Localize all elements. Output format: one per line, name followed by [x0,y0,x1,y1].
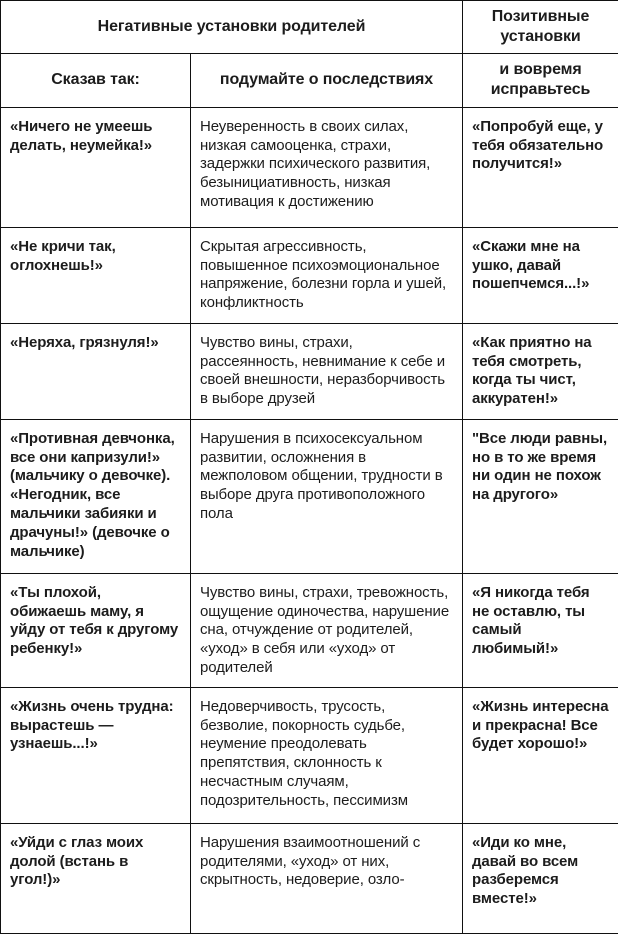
header-negative-title: Негативные установки родителей [1,1,463,54]
table-row [1,227,618,323]
header-row-sub [1,54,618,107]
cell-consequences: Скрытая агрессивность, повышенное психоэмоциональное напряжение, болезни горла и ушей, конфликтность [191,227,463,323]
header-row-top [1,1,618,54]
header-positive-title: Позитивные установки [463,1,618,54]
table-row [1,323,618,419]
cell-consequences: Нарушения в психосексуальном развитии, осложнения в межполовом общении, трудности в выборе друга противоположного пола [191,419,463,573]
cell-consequences: Чувство вины, страхи, тревожность, ощущение одиночества, нарушение сна, отчуждение от родителей, «уход» в себя или «уход» от родителей [191,573,463,687]
table-row [1,573,618,687]
cell-negative-quote: «Уйди с глаз моих долой (встань в угол!)» [1,823,191,933]
table-row [1,419,618,573]
cell-consequences: Чувство вины, страхи, рассеянность, невнимание к себе и своей внешности, неразборчивость в выборе друзей [191,323,463,419]
cell-negative-quote: «Ты плохой, обижаешь маму, я уйду от тебя к другому ребенку!» [1,573,191,687]
cell-positive-quote: "Все люди равны, но в то же время ни один не похож на другого» [463,419,618,573]
cell-positive-quote: «Я никогда тебя не оставлю, ты самый любимый!» [463,573,618,687]
table-row [1,107,618,227]
cell-positive-quote: «Скажи мне на ушко, давай пошепчемся...!» [463,227,618,323]
cell-consequences: Нарушения взаимоотношений с родителями, «уход» от них, скрытность, недоверие, озло- [191,823,463,933]
header-fix: и вовремя исправьтесь [463,54,618,107]
table-row [1,687,618,823]
cell-consequences: Недоверчивость, трусость, безволие, покорность судьбе, неумение преодолевать препятствия, склонность к несчастным случаям, подозрительность, пессимизм [191,687,463,823]
cell-negative-quote: «Жизнь очень трудна: вырастешь — узнаешь...!» [1,687,191,823]
cell-positive-quote: «Иди ко мне, давай во всем разберемся вместе!» [463,823,618,933]
cell-positive-quote: «Жизнь интересна и прекрасна! Все будет хорошо!» [463,687,618,823]
table-row [1,823,618,933]
cell-positive-quote: «Как приятно на тебя смотреть, когда ты чист, аккуратен!» [463,323,618,419]
cell-negative-quote: «Неряха, грязнуля!» [1,323,191,419]
cell-negative-quote: «Не кричи так, оглохнешь!» [1,227,191,323]
cell-negative-quote: «Противная девчонка, все они капризули!» (мальчику о девочке). «Негодник, все мальчики забияки и драчуны!» (девочке о мальчике) [1,419,191,573]
cell-positive-quote: «Попробуй еще, у тебя обязательно получится!» [463,107,618,227]
header-consequences: подумайте о последствиях [191,54,463,107]
cell-negative-quote: «Ничего не умеешь делать, неумейка!» [1,107,191,227]
header-said: Сказав так: [1,54,191,107]
cell-consequences: Неуверенность в своих силах, низкая самооценка, страхи, задержки психического развития, безынициативность, низкая мотивация к достижению [191,107,463,227]
